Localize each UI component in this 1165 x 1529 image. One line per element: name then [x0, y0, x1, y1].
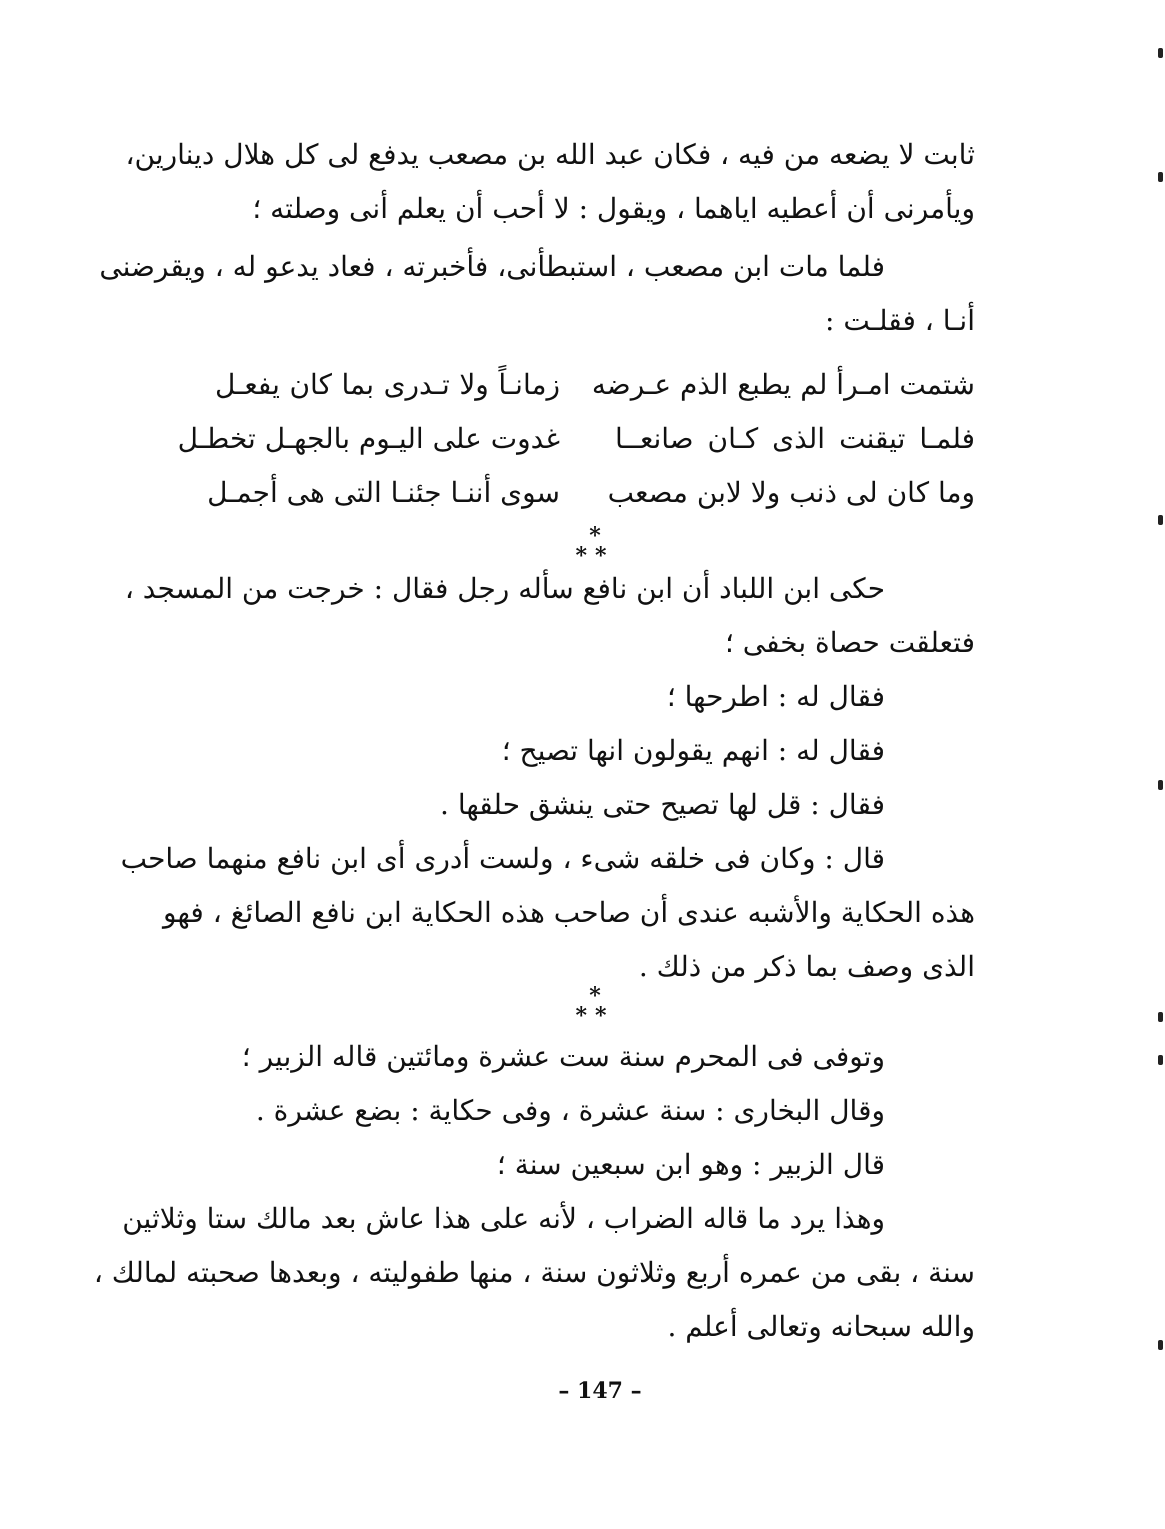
text-line: سنة ، بقى من عمره أربع وثلاثون سنة ، منها طفوليته ، وبعدها صحبته لمالك ،	[93, 1256, 975, 1289]
text-line: فقال له : اطرحها ؛	[666, 680, 885, 713]
text-line: فتعلقت حصاة بخفى ؛	[724, 626, 975, 659]
text-line: فلما مات ابن مصعب ، استبطأنى، فأخبرته ، فعاد يدعو له ، ويقرضنى	[99, 250, 885, 283]
text-line: ويأمرنى أن أعطيه اياهما ، ويقول : لا أحب أن يعلم أنى وصلته ؛	[252, 192, 975, 225]
text-line: حكى ابن اللباد أن ابن نافع سأله رجل فقال : خرجت من المسجد ،	[124, 572, 885, 605]
verse-first-hemistich: فلمـا تيقنت الذى كـان صانعــا	[615, 422, 975, 455]
paragraph-3	[120, 562, 975, 994]
paragraph-4	[93, 1030, 975, 1354]
text-line: والله سبحانه وتعالى أعلم .	[667, 1310, 975, 1343]
paragraph-1	[125, 128, 975, 236]
poem-verse	[215, 358, 975, 412]
verse-first-hemistich: شتمت امـرأ لم يطبع الذم عـرضه	[591, 368, 975, 401]
text-line: قال الزبير : وهو ابن سبعين سنة ؛	[496, 1148, 885, 1181]
section-separator	[560, 523, 630, 569]
scan-edge-mark	[1158, 515, 1163, 525]
text-line: فقال : قل لها تصيح حتى ينشق حلقها .	[440, 788, 885, 821]
text-line: وهذا يرد ما قاله الضراب ، لأنه على هذا عاش بعد مالك ستا وثلاثين	[122, 1202, 885, 1235]
text-line: أنـا ، فقلـت :	[825, 304, 975, 337]
paragraph-2	[99, 240, 975, 348]
scan-edge-mark	[1158, 780, 1163, 790]
text-line: الذى وصف بما ذكر من ذلك .	[638, 950, 975, 983]
verse-second-hemistich: سوى أننـا جئنـا التى هى أجمـل	[207, 476, 560, 509]
separator-star: *	[589, 983, 601, 1009]
text-line: ثابت لا يضعه من فيه ، فكان عبد الله بن مصعب يدفع لى كل هلال دينارين،	[125, 138, 975, 171]
section-separator	[560, 983, 630, 1029]
text-line: قال : وكان فى خلقه شىء ، ولست أدرى أى ابن نافع منهما صاحب	[120, 842, 885, 875]
verse-second-hemistich: زمانـاً ولا تـدرى بما كان يفعـل	[215, 368, 560, 401]
poem-verse	[207, 466, 975, 520]
scan-edge-mark	[1158, 1340, 1163, 1350]
verse-second-hemistich: غدوت على اليـوم بالجهـل تخطـل	[177, 422, 560, 455]
scan-edge-mark	[1158, 48, 1163, 58]
verse-first-hemistich: وما كان لى ذنب ولا لابن مصعب	[607, 476, 975, 509]
page-number: – 147 –	[558, 1378, 642, 1404]
scan-edge-mark	[1158, 1012, 1163, 1022]
separator-stars: **	[575, 543, 615, 569]
separator-star: *	[589, 523, 601, 549]
poem-verse	[177, 412, 975, 466]
text-line: وقال البخارى : سنة عشرة ، وفى حكاية : بضع عشرة .	[255, 1094, 885, 1127]
scan-edge-mark	[1158, 172, 1163, 182]
scan-edge-mark	[1158, 1055, 1163, 1065]
text-line: فقال له : انهم يقولون انها تصيح ؛	[501, 734, 885, 767]
text-line: هذه الحكاية والأشبه عندى أن صاحب هذه الحكاية ابن نافع الصائغ ، فهو	[163, 896, 975, 929]
separator-stars: **	[575, 1003, 615, 1029]
text-line: وتوفى فى المحرم سنة ست عشرة ومائتين قاله الزبير ؛	[241, 1040, 885, 1073]
